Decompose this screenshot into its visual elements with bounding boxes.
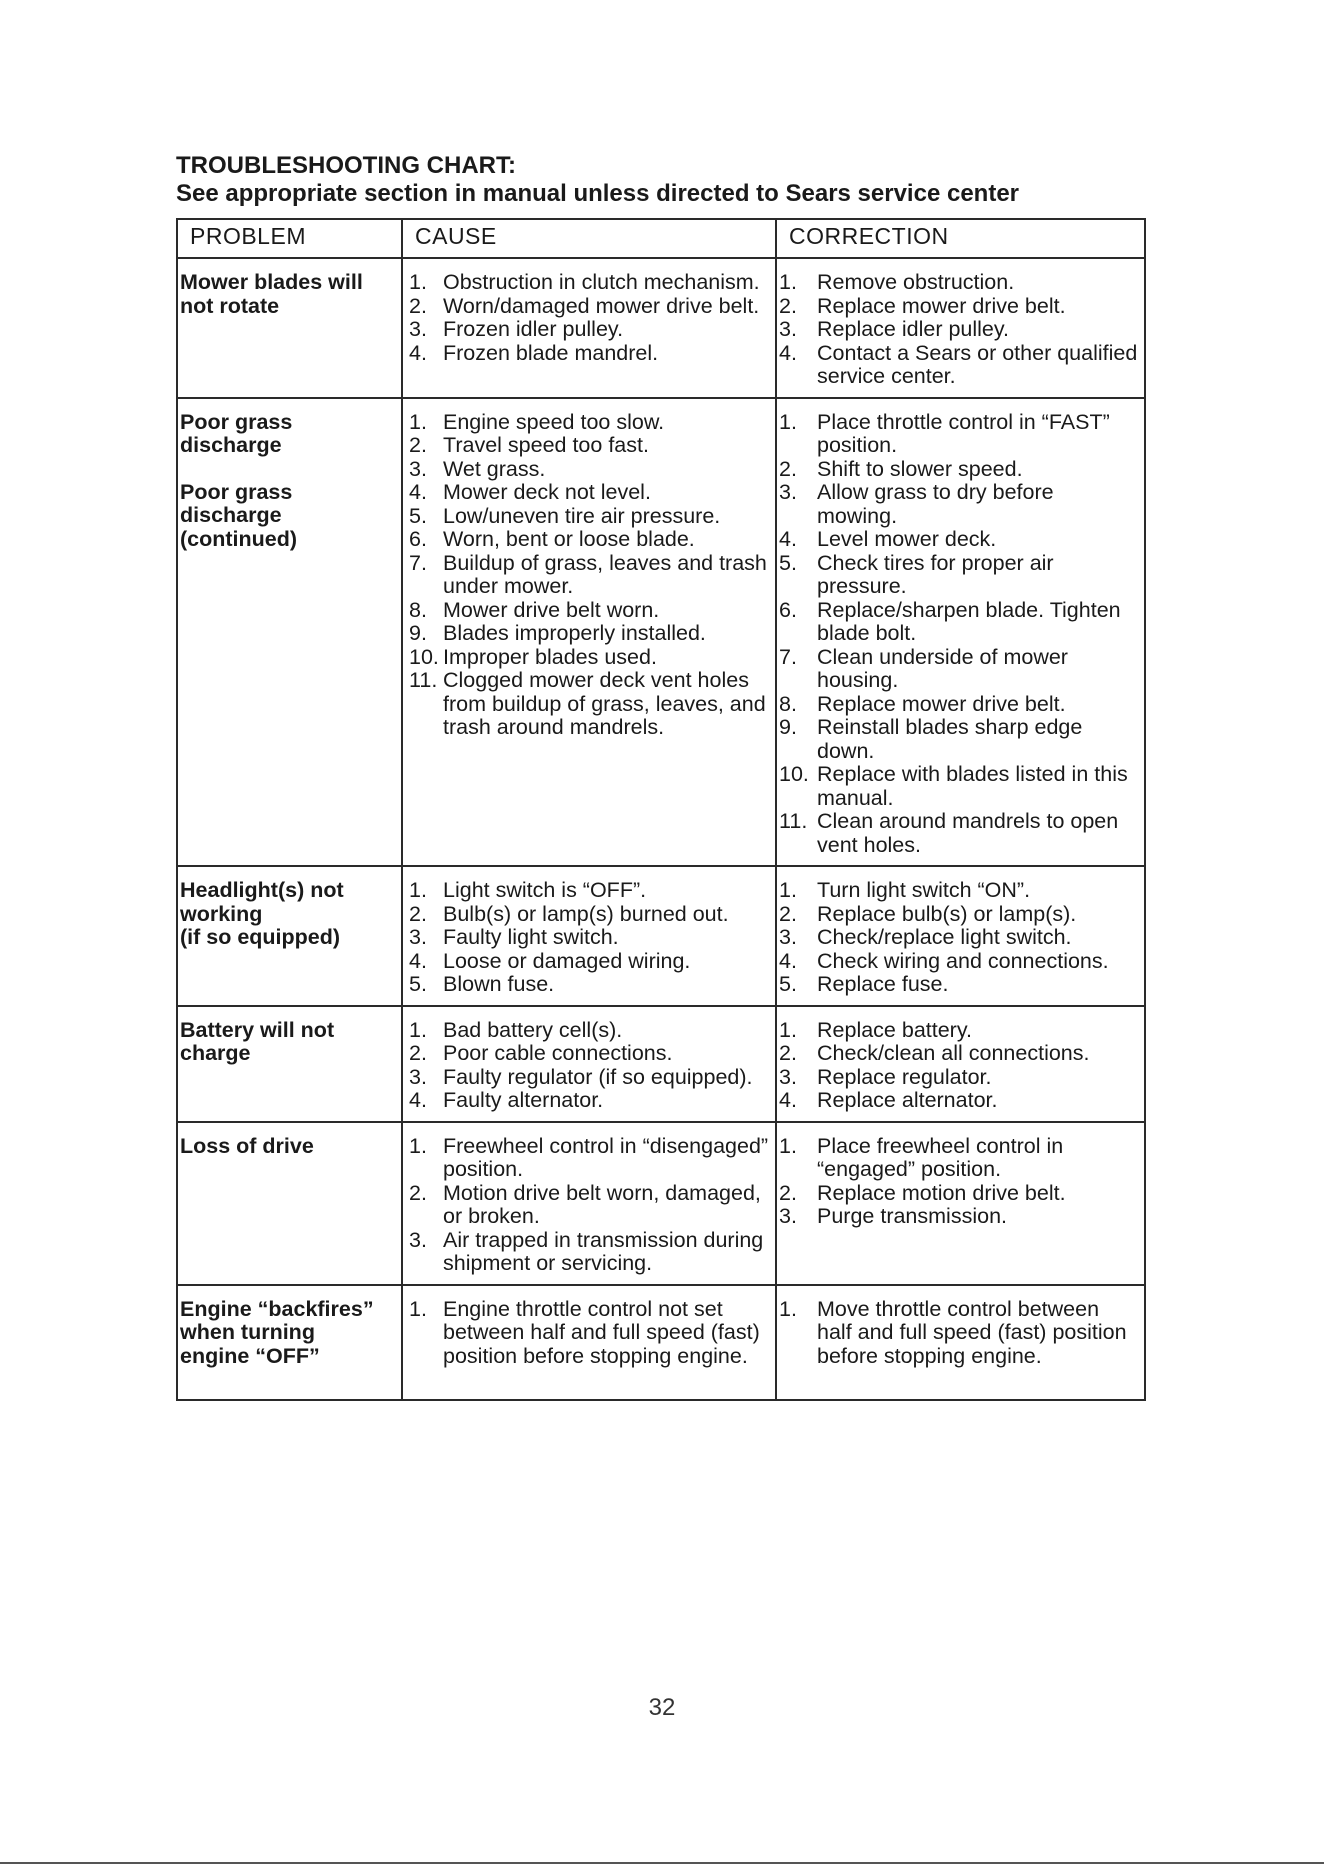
header-problem: PROBLEM bbox=[177, 219, 402, 258]
header-cause: CAUSE bbox=[402, 219, 776, 258]
cause-item-text: Mower drive belt worn. bbox=[443, 597, 660, 622]
correction-item-number: 4. bbox=[779, 948, 797, 973]
correction-item bbox=[777, 481, 1138, 528]
correction-item bbox=[777, 1089, 1138, 1113]
cause-item bbox=[403, 528, 769, 552]
cause-item bbox=[403, 669, 769, 740]
cause-item-number: 1. bbox=[409, 1017, 427, 1042]
correction-item-number: 3. bbox=[779, 317, 797, 341]
correction-item-text: Clean underside of mower housing. bbox=[817, 644, 1068, 692]
correction-cell bbox=[776, 1285, 1145, 1401]
correction-item-text: Move throttle control between half and full speed (fast) position before stopping engine. bbox=[817, 1296, 1127, 1368]
correction-item-text: Clean around mandrels to open vent holes. bbox=[817, 809, 1119, 857]
cause-item-text: Clogged mower deck vent holes from buildup of grass, leaves, and trash around mandrels. bbox=[443, 668, 766, 739]
cause-item bbox=[403, 505, 769, 529]
table-row bbox=[177, 1006, 1145, 1122]
correction-item-number: 4. bbox=[779, 1088, 797, 1112]
correction-list bbox=[777, 1019, 1138, 1113]
correction-item-number: 1. bbox=[779, 1133, 797, 1158]
correction-item-text: Replace mower drive belt. bbox=[817, 293, 1066, 318]
correction-item-number: 5. bbox=[779, 972, 797, 996]
cause-cell bbox=[402, 398, 776, 867]
page-edge-divider bbox=[0, 1862, 1324, 1864]
cause-item-text: Low/uneven tire air pressure. bbox=[443, 503, 721, 528]
cause-list bbox=[403, 411, 769, 740]
cause-item-number: 4. bbox=[409, 340, 427, 365]
cause-item-text: Bulb(s) or lamp(s) burned out. bbox=[443, 901, 729, 926]
cause-item-text: Worn/damaged mower drive belt. bbox=[443, 293, 760, 318]
cause-item-text: Mower deck not level. bbox=[443, 480, 651, 504]
cause-item bbox=[403, 411, 769, 435]
problem-label: Battery will not charge bbox=[180, 1017, 335, 1065]
cause-item-number: 2. bbox=[409, 901, 427, 926]
cause-item-number: 3. bbox=[409, 1227, 427, 1252]
cause-cell bbox=[402, 258, 776, 398]
problem-label: Mower blades will not rotate bbox=[180, 270, 363, 318]
cause-item-text: Engine throttle control not set between half and full speed (fast) position before stopping engine. bbox=[443, 1296, 760, 1368]
cause-item bbox=[403, 879, 769, 903]
correction-item-text: Check wiring and connections. bbox=[817, 948, 1109, 973]
correction-item-text: Replace alternator. bbox=[817, 1088, 998, 1112]
cause-item-number: 11. bbox=[409, 668, 438, 692]
cause-item-text: Improper blades used. bbox=[443, 644, 657, 669]
correction-item bbox=[777, 552, 1138, 599]
correction-item bbox=[777, 342, 1138, 389]
correction-item bbox=[777, 318, 1138, 342]
correction-cell bbox=[776, 258, 1145, 398]
cause-cell bbox=[402, 1006, 776, 1122]
correction-item-number: 2. bbox=[779, 456, 797, 481]
correction-item bbox=[777, 1205, 1138, 1229]
correction-item-text: Replace motion drive belt. bbox=[817, 1180, 1066, 1205]
troubleshooting-table bbox=[176, 218, 1146, 1401]
cause-item-text: Blades improperly installed. bbox=[443, 621, 706, 645]
cause-item-number: 5. bbox=[409, 972, 427, 996]
problem-label: Headlight(s) not working (if so equipped) bbox=[180, 878, 344, 949]
cause-item-number: 3. bbox=[409, 456, 427, 481]
cause-item bbox=[403, 1298, 769, 1369]
cause-item-number: 6. bbox=[409, 527, 427, 551]
cause-item bbox=[403, 295, 769, 319]
correction-item-number: 2. bbox=[779, 1180, 797, 1205]
cause-item-text: Freewheel control in “disengaged” position. bbox=[443, 1133, 769, 1181]
correction-item-text: Place throttle control in “FAST” position. bbox=[817, 409, 1110, 457]
cause-item-number: 3. bbox=[409, 925, 427, 949]
correction-item-text: Replace idler pulley. bbox=[817, 317, 1010, 341]
cause-item-text: Light switch is “OFF”. bbox=[443, 878, 647, 902]
correction-item-number: 1. bbox=[779, 1017, 797, 1042]
cause-item-number: 1. bbox=[409, 409, 427, 434]
correction-list bbox=[777, 271, 1138, 389]
cause-cell bbox=[402, 1122, 776, 1285]
cause-item bbox=[403, 318, 769, 342]
cause-item-number: 2. bbox=[409, 1041, 427, 1065]
correction-item-number: 2. bbox=[779, 1041, 797, 1065]
cause-item bbox=[403, 342, 769, 366]
problem-cell bbox=[177, 1122, 402, 1285]
cause-item bbox=[403, 1135, 769, 1182]
correction-item-number: 1. bbox=[779, 270, 797, 294]
cause-item bbox=[403, 622, 769, 646]
correction-item bbox=[777, 295, 1138, 319]
problem-cell bbox=[177, 866, 402, 1006]
cause-list bbox=[403, 1298, 769, 1369]
correction-item-text: Remove obstruction. bbox=[817, 270, 1015, 294]
correction-item bbox=[777, 458, 1138, 482]
problem-cell bbox=[177, 1006, 402, 1122]
correction-list bbox=[777, 411, 1138, 858]
correction-item-text: Place freewheel control in “engaged” position. bbox=[817, 1133, 1064, 1181]
cause-item bbox=[403, 903, 769, 927]
cause-cell bbox=[402, 1285, 776, 1401]
cause-item bbox=[403, 926, 769, 950]
correction-item-text: Replace battery. bbox=[817, 1017, 972, 1042]
correction-item bbox=[777, 693, 1138, 717]
cause-item-number: 1. bbox=[409, 1133, 427, 1158]
correction-list bbox=[777, 879, 1138, 997]
correction-item bbox=[777, 599, 1138, 646]
correction-item-number: 11. bbox=[779, 809, 808, 833]
cause-list bbox=[403, 1135, 769, 1276]
cause-item-number: 4. bbox=[409, 1088, 427, 1112]
cause-item-text: Worn, bent or loose blade. bbox=[443, 527, 695, 551]
cause-item-number: 7. bbox=[409, 550, 427, 575]
cause-item bbox=[403, 481, 769, 505]
correction-item bbox=[777, 1066, 1138, 1090]
correction-item-number: 3. bbox=[779, 1064, 797, 1089]
cause-item-text: Frozen idler pulley. bbox=[443, 317, 624, 341]
correction-item bbox=[777, 1019, 1138, 1043]
correction-item-number: 9. bbox=[779, 715, 797, 739]
cause-item bbox=[403, 1182, 769, 1229]
correction-list bbox=[777, 1298, 1138, 1369]
cause-item bbox=[403, 1229, 769, 1276]
cause-item-number: 4. bbox=[409, 480, 427, 504]
correction-list bbox=[777, 1135, 1138, 1229]
cause-list bbox=[403, 879, 769, 997]
cause-item-text: Motion drive belt worn, damaged, or broken. bbox=[443, 1180, 761, 1228]
cause-item bbox=[403, 973, 769, 997]
correction-item-text: Check/replace light switch. bbox=[817, 925, 1072, 949]
problem-cell bbox=[177, 1285, 402, 1401]
cause-item-number: 5. bbox=[409, 503, 427, 528]
table-row bbox=[177, 398, 1145, 867]
cause-item-number: 4. bbox=[409, 948, 427, 973]
cause-item bbox=[403, 646, 769, 670]
correction-item-number: 1. bbox=[779, 409, 797, 434]
cause-item-text: Frozen blade mandrel. bbox=[443, 340, 659, 365]
correction-item-text: Level mower deck. bbox=[817, 527, 997, 551]
header-correction: CORRECTION bbox=[776, 219, 1145, 258]
page-number: 32 bbox=[648, 1694, 676, 1721]
problem-cell bbox=[177, 398, 402, 867]
cause-item bbox=[403, 271, 769, 295]
correction-item bbox=[777, 411, 1138, 458]
problem-label: Loss of drive bbox=[180, 1133, 314, 1158]
cause-item-number: 2. bbox=[409, 293, 427, 318]
cause-cell bbox=[402, 866, 776, 1006]
correction-item-number: 3. bbox=[779, 480, 797, 504]
cause-item bbox=[403, 950, 769, 974]
cause-item-text: Travel speed too fast. bbox=[443, 433, 649, 457]
cause-item bbox=[403, 1019, 769, 1043]
correction-item-text: Purge transmission. bbox=[817, 1204, 1007, 1228]
chart-subtitle: See appropriate section in manual unless directed to Sears service center bbox=[176, 180, 1019, 207]
correction-cell bbox=[776, 1122, 1145, 1285]
correction-item bbox=[777, 879, 1138, 903]
cause-item-number: 8. bbox=[409, 597, 427, 622]
correction-item bbox=[777, 528, 1138, 552]
correction-item bbox=[777, 271, 1138, 295]
cause-list bbox=[403, 271, 769, 365]
cause-item-number: 1. bbox=[409, 270, 427, 294]
correction-item-text: Turn light switch “ON”. bbox=[817, 878, 1031, 902]
correction-item-number: 7. bbox=[779, 644, 797, 669]
correction-item-text: Shift to slower speed. bbox=[817, 456, 1023, 481]
cause-item-number: 3. bbox=[409, 317, 427, 341]
cause-item-number: 2. bbox=[409, 1180, 427, 1205]
correction-item-number: 3. bbox=[779, 1204, 797, 1228]
cause-item bbox=[403, 599, 769, 623]
correction-item-text: Replace mower drive belt. bbox=[817, 691, 1066, 716]
correction-item-number: 3. bbox=[779, 925, 797, 949]
cause-item bbox=[403, 1066, 769, 1090]
correction-item-number: 5. bbox=[779, 550, 797, 575]
correction-item bbox=[777, 810, 1138, 857]
cause-item-text: Buildup of grass, leaves and trash under mower. bbox=[443, 550, 767, 598]
cause-item bbox=[403, 434, 769, 458]
cause-item-text: Engine speed too slow. bbox=[443, 409, 665, 434]
correction-item-text: Check/clean all connections. bbox=[817, 1041, 1090, 1065]
correction-item bbox=[777, 646, 1138, 693]
cause-item bbox=[403, 458, 769, 482]
correction-item-text: Check tires for proper air pressure. bbox=[817, 550, 1054, 598]
cause-item bbox=[403, 1042, 769, 1066]
correction-cell bbox=[776, 1006, 1145, 1122]
correction-item-number: 6. bbox=[779, 597, 797, 622]
correction-item bbox=[777, 763, 1138, 810]
correction-item bbox=[777, 1298, 1138, 1369]
cause-item-text: Blown fuse. bbox=[443, 972, 555, 996]
correction-item-text: Allow grass to dry before mowing. bbox=[817, 480, 1054, 528]
correction-item bbox=[777, 973, 1138, 997]
table-row bbox=[177, 1122, 1145, 1285]
cause-item-number: 2. bbox=[409, 433, 427, 457]
correction-item bbox=[777, 1042, 1138, 1066]
cause-item-number: 1. bbox=[409, 1296, 427, 1321]
correction-item-text: Replace with blades listed in this manual. bbox=[817, 762, 1128, 810]
correction-item bbox=[777, 1182, 1138, 1206]
correction-cell bbox=[776, 398, 1145, 867]
correction-item bbox=[777, 950, 1138, 974]
correction-item-number: 4. bbox=[779, 527, 797, 551]
correction-item-text: Contact a Sears or other qualified service center. bbox=[817, 340, 1138, 388]
correction-item-number: 10. bbox=[779, 762, 809, 786]
cause-item-text: Poor cable connections. bbox=[443, 1041, 673, 1065]
cause-item-text: Faulty alternator. bbox=[443, 1088, 604, 1112]
correction-item bbox=[777, 716, 1138, 763]
correction-item-number: 2. bbox=[779, 293, 797, 318]
correction-item bbox=[777, 926, 1138, 950]
cause-item-text: Obstruction in clutch mechanism. bbox=[443, 270, 760, 294]
cause-item-text: Faulty regulator (if so equipped). bbox=[443, 1064, 753, 1089]
cause-item-text: Loose or damaged wiring. bbox=[443, 948, 691, 973]
correction-item-number: 1. bbox=[779, 878, 797, 902]
problem-label: Engine “backfires” when turning engine “OFF” bbox=[180, 1296, 374, 1368]
correction-item-number: 8. bbox=[779, 691, 797, 716]
cause-list bbox=[403, 1019, 769, 1113]
cause-item-text: Faulty light switch. bbox=[443, 925, 619, 949]
cause-item-text: Air trapped in transmission during shipment or servicing. bbox=[443, 1227, 764, 1275]
correction-cell bbox=[776, 866, 1145, 1006]
cause-item-number: 3. bbox=[409, 1064, 427, 1089]
correction-item-number: 2. bbox=[779, 901, 797, 926]
correction-item bbox=[777, 903, 1138, 927]
cause-item-text: Bad battery cell(s). bbox=[443, 1017, 623, 1042]
chart-title: TROUBLESHOOTING CHART: bbox=[176, 152, 516, 179]
cause-item-number: 10. bbox=[409, 644, 439, 669]
cause-item-text: Wet grass. bbox=[443, 456, 546, 481]
problem-label: Poor grass discharge bbox=[180, 409, 293, 457]
table-header-row bbox=[177, 219, 1145, 258]
correction-item-text: Replace fuse. bbox=[817, 972, 949, 996]
correction-item-text: Reinstall blades sharp edge down. bbox=[817, 715, 1083, 763]
cause-item-number: 9. bbox=[409, 621, 427, 645]
table-row bbox=[177, 258, 1145, 398]
table-row bbox=[177, 866, 1145, 1006]
cause-item bbox=[403, 1089, 769, 1113]
table-row bbox=[177, 1285, 1145, 1401]
problem-label: Poor grass discharge (continued) bbox=[180, 479, 298, 551]
cause-item bbox=[403, 552, 769, 599]
cause-item-number: 1. bbox=[409, 878, 427, 902]
correction-item-number: 4. bbox=[779, 340, 797, 365]
correction-item-text: Replace bulb(s) or lamp(s). bbox=[817, 901, 1077, 926]
correction-item-text: Replace regulator. bbox=[817, 1064, 992, 1089]
correction-item bbox=[777, 1135, 1138, 1182]
correction-item-number: 1. bbox=[779, 1296, 797, 1321]
problem-cell bbox=[177, 258, 402, 398]
correction-item-text: Replace/sharpen blade. Tighten blade bolt. bbox=[817, 597, 1121, 645]
